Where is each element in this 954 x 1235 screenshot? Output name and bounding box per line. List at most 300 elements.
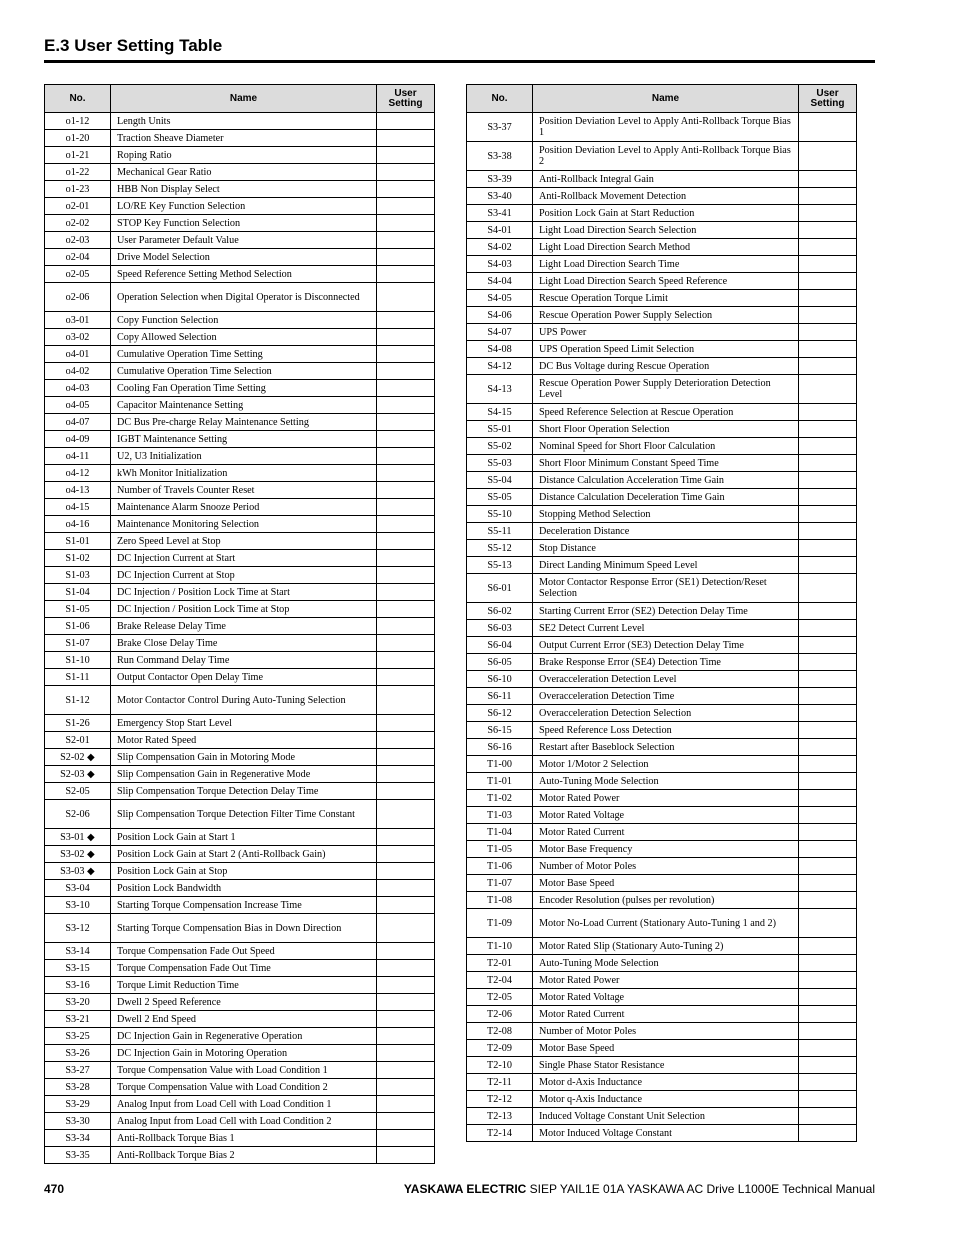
parameter-number: T1-06 — [467, 858, 533, 875]
user-setting-cell — [377, 533, 435, 550]
parameter-name: Anti-Rollback Torque Bias 2 — [111, 1147, 377, 1164]
user-setting-cell — [799, 489, 857, 506]
parameter-number: o4-09 — [45, 431, 111, 448]
parameter-number: T1-00 — [467, 756, 533, 773]
parameter-name: Position Lock Gain at Stop — [111, 863, 377, 880]
user-setting-cell — [377, 215, 435, 232]
parameter-number: T2-06 — [467, 1006, 533, 1023]
parameter-number: T2-04 — [467, 972, 533, 989]
parameter-number: o1-21 — [45, 147, 111, 164]
parameter-number: o4-11 — [45, 448, 111, 465]
user-setting-cell — [799, 620, 857, 637]
parameter-name: Light Load Direction Search Time — [533, 256, 799, 273]
parameter-number: T2-11 — [467, 1074, 533, 1091]
parameter-name: Torque Compensation Value with Load Condition 1 — [111, 1062, 377, 1079]
parameter-name: Roping Ratio — [111, 147, 377, 164]
footer-manual-title: SIEP YAIL1E 01A YASKAWA AC Drive L1000E Technical Manual — [526, 1182, 875, 1196]
parameter-number: T2-08 — [467, 1023, 533, 1040]
table-row — [467, 341, 857, 358]
parameter-number: S2-03 ◆ — [45, 766, 111, 783]
user-setting-cell — [377, 482, 435, 499]
user-setting-cell — [799, 807, 857, 824]
table-row — [467, 142, 857, 171]
parameter-name: Analog Input from Load Cell with Load Condition 2 — [111, 1113, 377, 1130]
parameter-number: S1-04 — [45, 584, 111, 601]
user-setting-cell — [799, 574, 857, 603]
parameter-number: S3-16 — [45, 977, 111, 994]
user-setting-cell — [377, 346, 435, 363]
table-row — [45, 249, 435, 266]
column-header-name: Name — [111, 85, 377, 113]
parameter-number: S2-05 — [45, 783, 111, 800]
user-setting-cell — [799, 290, 857, 307]
parameter-name: Stopping Method Selection — [533, 506, 799, 523]
parameter-name: DC Injection / Position Lock Time at Start — [111, 584, 377, 601]
table-row — [467, 688, 857, 705]
parameter-name: Brake Close Delay Time — [111, 635, 377, 652]
table-row — [467, 722, 857, 739]
table-row — [467, 455, 857, 472]
parameter-number: S5-13 — [467, 557, 533, 574]
table-row — [467, 523, 857, 540]
table-row — [45, 380, 435, 397]
parameter-name: Copy Function Selection — [111, 312, 377, 329]
parameter-name: Stop Distance — [533, 540, 799, 557]
table-row — [45, 363, 435, 380]
user-setting-cell — [377, 1096, 435, 1113]
table-row — [45, 1045, 435, 1062]
parameter-number: o4-05 — [45, 397, 111, 414]
table-row — [467, 858, 857, 875]
parameter-number: T1-10 — [467, 938, 533, 955]
parameter-name: Light Load Direction Search Method — [533, 239, 799, 256]
parameter-name: Motor Rated Power — [533, 790, 799, 807]
user-setting-cell — [377, 1147, 435, 1164]
table-row — [45, 329, 435, 346]
user-setting-cell — [799, 239, 857, 256]
parameter-name: Copy Allowed Selection — [111, 329, 377, 346]
parameter-number: S6-04 — [467, 637, 533, 654]
table-row — [467, 637, 857, 654]
parameter-number: T1-05 — [467, 841, 533, 858]
parameter-name: Drive Model Selection — [111, 249, 377, 266]
table-row — [467, 574, 857, 603]
table-row — [45, 346, 435, 363]
user-setting-cell — [799, 523, 857, 540]
user-setting-cell — [377, 800, 435, 829]
parameter-name: Deceleration Distance — [533, 523, 799, 540]
parameter-number: o2-06 — [45, 283, 111, 312]
parameter-number: S3-01 ◆ — [45, 829, 111, 846]
table-row — [45, 215, 435, 232]
parameter-name: Rescue Operation Power Supply Selection — [533, 307, 799, 324]
parameter-name: Induced Voltage Constant Unit Selection — [533, 1108, 799, 1125]
user-setting-cell — [799, 307, 857, 324]
user-setting-cell — [377, 977, 435, 994]
table-row — [467, 1108, 857, 1125]
user-setting-cell — [377, 198, 435, 215]
user-setting-table-left — [44, 84, 435, 1164]
parameter-name: Position Deviation Level to Apply Anti-Rollback Torque Bias 2 — [533, 142, 799, 171]
user-setting-cell — [799, 358, 857, 375]
parameter-name: STOP Key Function Selection — [111, 215, 377, 232]
user-setting-cell — [799, 722, 857, 739]
parameter-name: Run Command Delay Time — [111, 652, 377, 669]
parameter-name: Overacceleration Detection Time — [533, 688, 799, 705]
parameter-name: Overacceleration Detection Selection — [533, 705, 799, 722]
table-row — [467, 307, 857, 324]
parameter-name: Cooling Fan Operation Time Setting — [111, 380, 377, 397]
parameter-number: o2-04 — [45, 249, 111, 266]
parameter-number: S1-11 — [45, 669, 111, 686]
parameter-name: Zero Speed Level at Stop — [111, 533, 377, 550]
parameter-name: Motor Rated Speed — [111, 732, 377, 749]
user-setting-cell — [799, 824, 857, 841]
user-setting-cell — [377, 113, 435, 130]
parameter-number: S2-06 — [45, 800, 111, 829]
user-setting-cell — [377, 1062, 435, 1079]
table-row — [467, 1074, 857, 1091]
table-row — [467, 892, 857, 909]
table-row — [467, 358, 857, 375]
parameter-name: Dwell 2 Speed Reference — [111, 994, 377, 1011]
parameter-number: S2-01 — [45, 732, 111, 749]
header-setting-label: Setting — [388, 97, 423, 109]
parameter-name: DC Bus Voltage during Rescue Operation — [533, 358, 799, 375]
parameter-number: S3-26 — [45, 1045, 111, 1062]
parameter-name: DC Injection Current at Start — [111, 550, 377, 567]
parameter-number: o4-02 — [45, 363, 111, 380]
parameter-number: S3-02 ◆ — [45, 846, 111, 863]
table-row — [467, 790, 857, 807]
parameter-name: Nominal Speed for Short Floor Calculation — [533, 438, 799, 455]
parameter-number: T1-04 — [467, 824, 533, 841]
table-row — [467, 290, 857, 307]
parameter-name: Motor Rated Slip (Stationary Auto-Tuning 2) — [533, 938, 799, 955]
parameter-number: S4-04 — [467, 273, 533, 290]
parameter-name: Torque Limit Reduction Time — [111, 977, 377, 994]
user-setting-cell — [799, 654, 857, 671]
parameter-number: S1-01 — [45, 533, 111, 550]
parameter-name: UPS Power — [533, 324, 799, 341]
parameter-number: S3-40 — [467, 188, 533, 205]
user-setting-cell — [377, 601, 435, 618]
user-setting-cell — [799, 671, 857, 688]
table-row — [45, 960, 435, 977]
table-row — [45, 283, 435, 312]
table-row — [467, 557, 857, 574]
table-row — [45, 766, 435, 783]
parameter-number: S5-02 — [467, 438, 533, 455]
table-row — [45, 266, 435, 283]
table-row — [467, 807, 857, 824]
parameter-number: o4-13 — [45, 482, 111, 499]
user-setting-cell — [377, 266, 435, 283]
table-row — [467, 222, 857, 239]
user-setting-cell — [377, 164, 435, 181]
parameter-number: S3-37 — [467, 113, 533, 142]
table-row — [45, 1062, 435, 1079]
parameter-number: S1-26 — [45, 715, 111, 732]
user-setting-cell — [377, 516, 435, 533]
parameter-number: S3-21 — [45, 1011, 111, 1028]
parameter-name: Number of Travels Counter Reset — [111, 482, 377, 499]
user-setting-cell — [377, 312, 435, 329]
parameter-number: S5-12 — [467, 540, 533, 557]
parameter-name: Auto-Tuning Mode Selection — [533, 773, 799, 790]
parameter-number: T1-01 — [467, 773, 533, 790]
user-setting-cell — [799, 1074, 857, 1091]
user-setting-cell — [377, 783, 435, 800]
parameter-name: Motor Base Speed — [533, 1040, 799, 1057]
parameter-name: Direct Landing Minimum Speed Level — [533, 557, 799, 574]
user-setting-cell — [377, 635, 435, 652]
parameter-name: Output Contactor Open Delay Time — [111, 669, 377, 686]
parameter-number: S6-12 — [467, 705, 533, 722]
parameter-name: Motor q-Axis Inductance — [533, 1091, 799, 1108]
parameter-number: S1-05 — [45, 601, 111, 618]
user-setting-cell — [799, 841, 857, 858]
parameter-number: S6-01 — [467, 574, 533, 603]
user-setting-cell — [377, 431, 435, 448]
table-row — [467, 540, 857, 557]
parameter-number: S3-12 — [45, 914, 111, 943]
table-row — [467, 824, 857, 841]
parameter-name: Operation Selection when Digital Operator is Disconnected — [111, 283, 377, 312]
column-header-no: No. — [467, 85, 533, 113]
parameter-name: Analog Input from Load Cell with Load Condition 1 — [111, 1096, 377, 1113]
parameter-number: T1-09 — [467, 909, 533, 938]
parameter-number: S5-01 — [467, 421, 533, 438]
parameter-name: kWh Monitor Initialization — [111, 465, 377, 482]
table-row — [45, 312, 435, 329]
table-row — [467, 472, 857, 489]
table-row — [45, 550, 435, 567]
table-row — [467, 324, 857, 341]
parameter-number: o1-20 — [45, 130, 111, 147]
parameter-name: Number of Motor Poles — [533, 1023, 799, 1040]
parameter-number: S6-05 — [467, 654, 533, 671]
table-row — [45, 414, 435, 431]
parameter-name: Speed Reference Selection at Rescue Operation — [533, 404, 799, 421]
table-row — [45, 533, 435, 550]
parameter-name: Motor Base Frequency — [533, 841, 799, 858]
user-setting-cell — [377, 567, 435, 584]
parameter-name: Motor Contactor Response Error (SE1) Detection/Reset Selection — [533, 574, 799, 603]
user-setting-cell — [377, 994, 435, 1011]
table-row — [467, 1006, 857, 1023]
user-setting-cell — [377, 147, 435, 164]
parameter-name: Maintenance Monitoring Selection — [111, 516, 377, 533]
parameter-number: o2-01 — [45, 198, 111, 215]
parameter-name: Speed Reference Setting Method Selection — [111, 266, 377, 283]
user-setting-cell — [377, 283, 435, 312]
user-setting-cell — [799, 1040, 857, 1057]
user-setting-cell — [799, 989, 857, 1006]
user-setting-cell — [799, 1006, 857, 1023]
parameter-name: Light Load Direction Search Speed Reference — [533, 273, 799, 290]
user-setting-cell — [377, 329, 435, 346]
parameter-name: Torque Compensation Fade Out Speed — [111, 943, 377, 960]
user-setting-cell — [799, 472, 857, 489]
parameter-number: S3-28 — [45, 1079, 111, 1096]
parameter-number: T2-13 — [467, 1108, 533, 1125]
table-row — [45, 635, 435, 652]
parameter-name: Mechanical Gear Ratio — [111, 164, 377, 181]
parameter-number: S6-03 — [467, 620, 533, 637]
table-row — [45, 914, 435, 943]
parameter-number: S6-16 — [467, 739, 533, 756]
parameter-number: S4-07 — [467, 324, 533, 341]
parameter-number: o3-01 — [45, 312, 111, 329]
user-setting-cell — [377, 669, 435, 686]
parameter-number: o2-05 — [45, 266, 111, 283]
table-row — [467, 654, 857, 671]
table-row — [467, 841, 857, 858]
header-user-label: User — [816, 87, 839, 99]
parameter-number: o4-07 — [45, 414, 111, 431]
header-user-label: User — [394, 87, 417, 99]
parameter-number: S4-01 — [467, 222, 533, 239]
parameter-name: Motor d-Axis Inductance — [533, 1074, 799, 1091]
table-row — [467, 273, 857, 290]
user-setting-cell — [377, 686, 435, 715]
parameter-name: Length Units — [111, 113, 377, 130]
table-row — [45, 397, 435, 414]
table-row — [467, 256, 857, 273]
parameter-name: Auto-Tuning Mode Selection — [533, 955, 799, 972]
parameter-name: Anti-Rollback Torque Bias 1 — [111, 1130, 377, 1147]
user-setting-cell — [377, 914, 435, 943]
parameter-number: T1-07 — [467, 875, 533, 892]
parameter-number: o1-22 — [45, 164, 111, 181]
table-row — [45, 618, 435, 635]
parameter-name: Slip Compensation Torque Detection Filter Time Constant — [111, 800, 377, 829]
table-row — [45, 113, 435, 130]
table-row — [467, 375, 857, 404]
parameter-number: S5-03 — [467, 455, 533, 472]
table-header-row — [45, 85, 435, 113]
parameter-name: Rescue Operation Power Supply Deterioration Detection Level — [533, 375, 799, 404]
table-row — [45, 652, 435, 669]
parameter-name: Number of Motor Poles — [533, 858, 799, 875]
user-setting-cell — [799, 455, 857, 472]
parameter-number: S1-03 — [45, 567, 111, 584]
parameter-name: Starting Torque Compensation Bias in Down Direction — [111, 914, 377, 943]
parameter-number: S3-15 — [45, 960, 111, 977]
parameter-name: LO/RE Key Function Selection — [111, 198, 377, 215]
table-row — [45, 829, 435, 846]
parameter-name: Position Lock Bandwidth — [111, 880, 377, 897]
user-setting-cell — [377, 1028, 435, 1045]
user-setting-cell — [377, 863, 435, 880]
user-setting-cell — [799, 506, 857, 523]
table-row — [45, 516, 435, 533]
column-header-name: Name — [533, 85, 799, 113]
table-row — [45, 567, 435, 584]
user-setting-cell — [799, 756, 857, 773]
parameter-number: S6-15 — [467, 722, 533, 739]
user-setting-cell — [799, 688, 857, 705]
parameter-name: Motor Contactor Control During Auto-Tuning Selection — [111, 686, 377, 715]
user-setting-cell — [799, 705, 857, 722]
user-setting-cell — [377, 960, 435, 977]
parameter-number: S3-41 — [467, 205, 533, 222]
parameter-number: o4-15 — [45, 499, 111, 516]
user-setting-cell — [799, 438, 857, 455]
parameter-number: S6-11 — [467, 688, 533, 705]
user-setting-cell — [377, 550, 435, 567]
user-setting-cell — [377, 363, 435, 380]
user-setting-cell — [799, 773, 857, 790]
parameter-name: Emergency Stop Start Level — [111, 715, 377, 732]
user-setting-cell — [799, 1057, 857, 1074]
table-row — [45, 482, 435, 499]
parameter-name: HBB Non Display Select — [111, 181, 377, 198]
parameter-name: Distance Calculation Acceleration Time Gain — [533, 472, 799, 489]
parameter-name: UPS Operation Speed Limit Selection — [533, 341, 799, 358]
parameter-number: T2-09 — [467, 1040, 533, 1057]
table-row — [467, 603, 857, 620]
user-setting-cell — [377, 1045, 435, 1062]
parameter-number: S5-11 — [467, 523, 533, 540]
user-setting-cell — [799, 324, 857, 341]
table-row — [467, 1091, 857, 1108]
table-row — [45, 448, 435, 465]
parameter-number: S3-04 — [45, 880, 111, 897]
parameter-name: Brake Release Delay Time — [111, 618, 377, 635]
parameter-name: Speed Reference Loss Detection — [533, 722, 799, 739]
table-row — [467, 239, 857, 256]
table-row — [45, 863, 435, 880]
parameter-name: Overacceleration Detection Level — [533, 671, 799, 688]
table-row — [467, 421, 857, 438]
column-header-user-setting — [799, 85, 857, 113]
table-row — [45, 994, 435, 1011]
parameter-name: Motor Induced Voltage Constant — [533, 1125, 799, 1142]
user-setting-cell — [377, 1130, 435, 1147]
table-row — [45, 431, 435, 448]
table-row — [45, 1113, 435, 1130]
table-row — [467, 938, 857, 955]
table-row — [467, 438, 857, 455]
column-header-no: No. — [45, 85, 111, 113]
parameter-name: Position Lock Gain at Start Reduction — [533, 205, 799, 222]
user-setting-cell — [799, 739, 857, 756]
user-setting-cell — [799, 273, 857, 290]
parameter-number: S6-02 — [467, 603, 533, 620]
table-row — [45, 232, 435, 249]
user-setting-cell — [799, 972, 857, 989]
table-row — [467, 756, 857, 773]
table-row — [467, 489, 857, 506]
user-setting-cell — [799, 205, 857, 222]
footer-brand: YASKAWA ELECTRIC — [403, 1182, 527, 1196]
parameter-name: Motor 1/Motor 2 Selection — [533, 756, 799, 773]
table-row — [467, 909, 857, 938]
parameter-name: Output Current Error (SE3) Detection Delay Time — [533, 637, 799, 654]
table-row — [45, 465, 435, 482]
parameter-number: S4-03 — [467, 256, 533, 273]
parameter-name: Brake Response Error (SE4) Detection Time — [533, 654, 799, 671]
parameter-name: Restart after Baseblock Selection — [533, 739, 799, 756]
parameter-number: S2-02 ◆ — [45, 749, 111, 766]
user-setting-cell — [799, 375, 857, 404]
table-row — [467, 404, 857, 421]
table-row — [45, 880, 435, 897]
parameter-number: S3-20 — [45, 994, 111, 1011]
parameter-name: Slip Compensation Gain in Regenerative Mode — [111, 766, 377, 783]
